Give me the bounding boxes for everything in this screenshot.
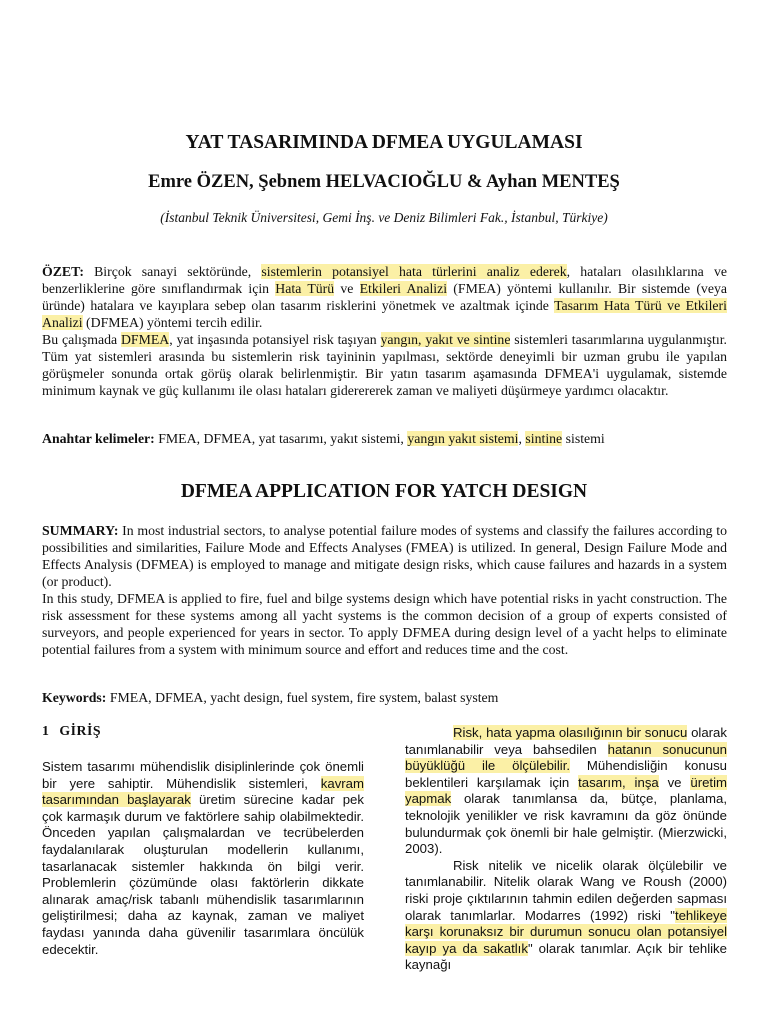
text-run: FMEA, DFMEA, yat tasarımı, yakıt sistemi, bbox=[154, 431, 408, 446]
summary-p2-text: In this study, DFMEA is applied to fire, fuel and bilge systems design which have potential risks in yacht construction. The risk assessment for these systems among all yacht systems is the common decision of a group of experts consisted of surveyors, and people experienced for years in sector. To apply DFMEA during design level of a yacht helps to eliminate potential failures from a system with minimum source and effort and reduces time and the cost. bbox=[42, 591, 727, 657]
authors: Emre ÖZEN, Şebnem HELVACIOĞLU & Ayhan MENTEŞ bbox=[148, 172, 620, 192]
right-column-p2-text bbox=[405, 858, 727, 973]
section-heading bbox=[42, 723, 101, 739]
highlighted-text: üretim yapmak bbox=[405, 774, 727, 807]
text-run: Risk nitelik ve nicelik olarak ölçülebilir ve tanımlanabilir. Nitelik olarak Wang ve Roush (2000) riski proje çıktılarının tahmin edilen değerden sapması olarak tanımlarlar. Modarres (1992) riski " bbox=[405, 857, 727, 923]
text-run: , hataları olasılıklarına ve benzerliklerine göre sınıflandırmak için bbox=[42, 264, 727, 296]
english-keywords bbox=[42, 689, 727, 706]
english-summary-p2 bbox=[42, 590, 727, 658]
highlighted-text: sintine bbox=[525, 431, 563, 446]
highlighted-text: kavram tasarımından başlayarak bbox=[42, 775, 364, 808]
text-run: Mühendisliğin konusu beklentileri karşılamak için bbox=[405, 758, 727, 790]
text-run: olarak tanımlansa da, bütçe, planlama, teknolojik yenilikler ve risk kavramını da göz önünde bulundurmak çok önemli bir hale gelmiştir. (Mierzwicki, 2003). bbox=[405, 791, 727, 857]
text-run: sistemi bbox=[562, 431, 605, 446]
right-column bbox=[405, 725, 727, 974]
text-run: " olarak tanımlar. Açık bir tehlike kaynağı bbox=[405, 940, 727, 973]
summary-label: SUMMARY: bbox=[42, 523, 119, 538]
highlighted-text: Etkileri Analizi bbox=[359, 281, 448, 296]
right-column-p1-text bbox=[405, 725, 727, 856]
turkish-title: YAT TASARIMINDA DFMEA UYGULAMASI bbox=[185, 132, 583, 153]
highlighted-text: yangın, yakıt ve sintine bbox=[380, 332, 511, 347]
right-column-paragraph-1 bbox=[405, 725, 727, 858]
keywords-label-en: Keywords: bbox=[42, 690, 107, 705]
turkish-abstract-p1 bbox=[42, 263, 727, 331]
left-column bbox=[42, 759, 364, 958]
highlighted-text: yangın yakıt sistemi bbox=[407, 431, 519, 446]
highlighted-text: Tasarım Hata Türü ve Etkileri Analizi bbox=[42, 298, 727, 330]
highlighted-text: sistemlerin potansiyel hata türlerini analiz ederek bbox=[261, 264, 567, 279]
abstract-p2-text bbox=[42, 332, 727, 398]
affiliation: (İstanbul Teknik Üniversitesi, Gemi İnş. ve Deniz Bilimleri Fak., İstanbul, Türkiye) bbox=[160, 210, 608, 225]
text-run: Sistem tasarımı mühendislik disiplinlerinde çok önemli bir yere sahiptir. Mühendislik sistemleri, bbox=[42, 759, 364, 791]
abstract-p1-text bbox=[42, 264, 727, 330]
highlighted-text: Hata Türü bbox=[275, 281, 335, 296]
abstract-label: ÖZET: bbox=[42, 264, 84, 279]
text-run: ve bbox=[334, 281, 360, 296]
right-column-paragraph-2 bbox=[405, 858, 727, 974]
keywords-label-tr: Anahtar kelimeler: bbox=[42, 431, 155, 446]
summary-p1-text: In most industrial sectors, to analyse potential failure modes of systems and classify the failures according to possibilities and similarities, Failure Mode and Effects Analyses (FMEA) is utilized. In general, Design Failure Mode and Effects Analysis (DFMEA) is employed to manage and mitigate design risks, which cause failures and hazards in a system (or product). bbox=[42, 523, 727, 589]
highlighted-text: tasarım, inşa bbox=[578, 774, 659, 790]
text-run: , yat inşasında potansiyel risk taşıyan bbox=[169, 332, 381, 347]
text-run: Birçok sanayi sektöründe, bbox=[83, 264, 262, 279]
turkish-keywords bbox=[42, 430, 727, 447]
turkish-abstract bbox=[42, 263, 727, 399]
english-summary-p1 bbox=[42, 522, 727, 590]
text-run: , bbox=[518, 431, 526, 446]
text-run: (DFMEA) yöntemi tercih edilir. bbox=[82, 315, 263, 330]
english-summary bbox=[42, 522, 727, 658]
section-number: 1 bbox=[42, 723, 50, 738]
highlighted-text: DFMEA bbox=[120, 332, 170, 347]
text-run: (FMEA) yöntemi kullanılır. Bir sistemde (veya üründe) hatalara ve kayıplara sebep olan tasarım risklerini yönetmek ve azaltmak içinde bbox=[42, 281, 727, 313]
left-column-text bbox=[42, 759, 364, 957]
text-run: olarak tanımlanabilir veya bahsedilen bbox=[405, 725, 727, 757]
highlighted-text: hatanın sonucunun büyüklüğü ile ölçülebilir. bbox=[405, 741, 727, 774]
section-title: GİRİŞ bbox=[59, 723, 102, 738]
text-run: üretim sürecine kadar pek çok karmaşık durum ve faktörlere sahip olabilmektedir. Önceden yapılan çalışmalardan ve tecrübelerden faydalanılarak oluşturulan modellerin kullanımı, tasarlanacak sistemler hakkında ön bilgi verir. Problemlerin çözümünde olası faktörlerin dikkate alınarak amaç/risk tabanlı mühendislik tasarımlarının geliştirilmesi; daha az kaynak, zaman ve maliyet faydası yanında daha güvenilir tasarımlara öncülük edecektir. bbox=[42, 792, 364, 957]
left-column-paragraph bbox=[42, 759, 364, 958]
highlighted-text: Risk, hata yapma olasılığının bir sonucu bbox=[453, 725, 688, 740]
text-run: ve bbox=[658, 774, 691, 790]
text-run: sistemleri tasarımlarına uygulanmıştır. Tüm yat sistemleri arasında bu sistemlerin risk tayininin yapılması, sektörde deneyimli bir uzman grubu ile yapılan görüşmeler sonunda ortak görüş olarak belirlenmiştir. Bir yatın tasarım aşamasında DFMEA'i uygulamak, sistemde minimum kaynak ve güç kullanımı ile olası hataları giderererek zaman ve maliyeti düşürmeye yardımcı olacaktır. bbox=[42, 332, 727, 398]
english-title: DFMEA APPLICATION FOR YATCH DESIGN bbox=[180, 481, 588, 502]
highlighted-text: tehlikeye karşı korunaksız bir durumun sonucu olan potansiyel kayıp ya da sakatlık bbox=[405, 907, 727, 956]
keywords-en-text: FMEA, DFMEA, yacht design, fuel system, fire system, balast system bbox=[106, 690, 499, 705]
text-run: Bu çalışmada bbox=[42, 332, 121, 347]
turkish-abstract-p2 bbox=[42, 331, 727, 399]
keywords-tr-text bbox=[155, 431, 605, 446]
